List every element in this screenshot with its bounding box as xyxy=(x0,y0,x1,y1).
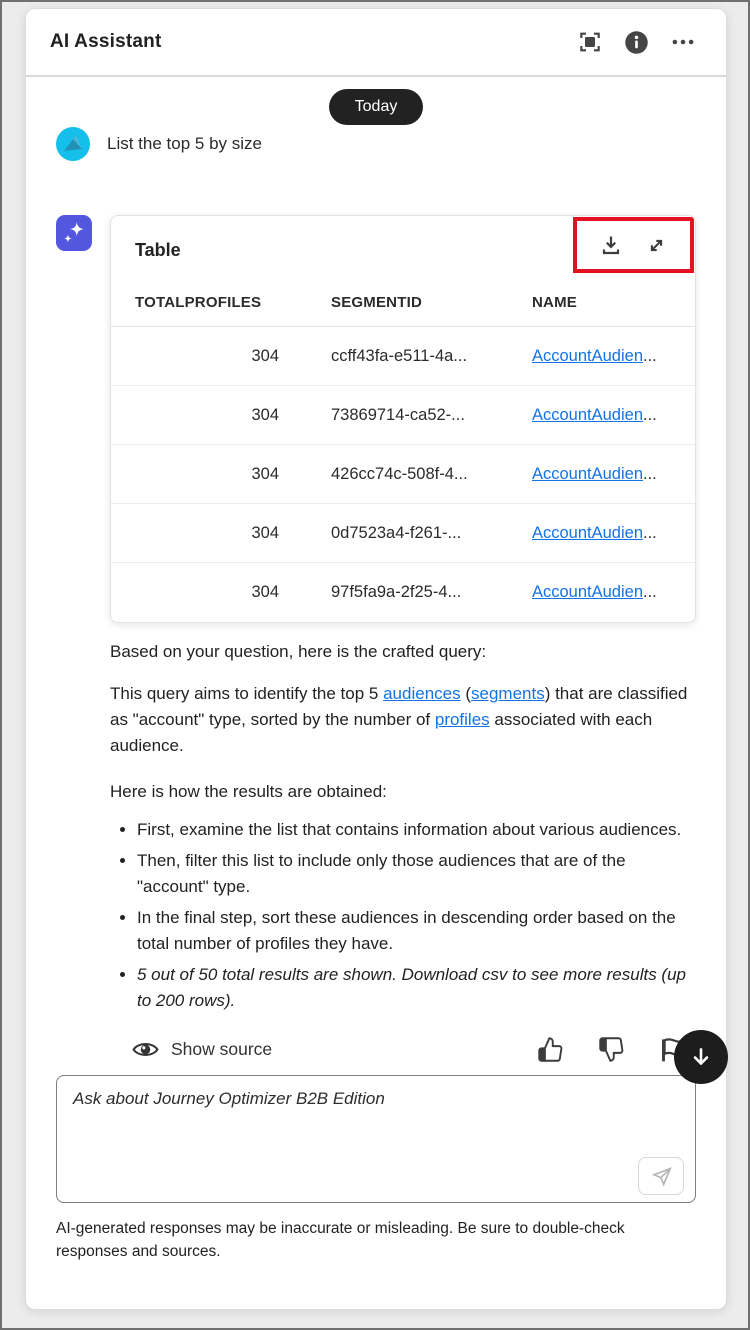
show-source-label: Show source xyxy=(171,1039,273,1059)
bullet-item-note: • 5 out of 50 total results are shown. Download csv to see more results (up to 200 rows). xyxy=(137,962,696,1014)
table-row xyxy=(111,445,695,504)
cell-name: AccountAudien... xyxy=(532,464,657,483)
info-icon[interactable] xyxy=(621,27,652,58)
eye-icon xyxy=(132,1036,159,1063)
thumbs-up-icon[interactable] xyxy=(535,1034,566,1065)
column-header-name: NAME xyxy=(532,294,577,311)
date-pill: Today xyxy=(329,89,424,125)
bullet-item: • Then, filter this list to include only those audiences that are of the "account" type. xyxy=(137,848,696,900)
query-explanation: This query aims to identify the top 5 audiences (segments) that are classified as "account" type, sorted by the number of profiles associated with each audience. xyxy=(110,684,688,755)
cell-totalprofiles: 304 xyxy=(251,405,279,424)
more-options-icon[interactable] xyxy=(668,27,698,57)
results-intro: Here is how the results are obtained: xyxy=(110,782,387,801)
cell-totalprofiles: 304 xyxy=(251,346,279,365)
feedback-icons xyxy=(535,1034,696,1065)
column-header-totalprofiles: TOTALPROFILES xyxy=(135,294,262,311)
table-card-title: Table xyxy=(135,240,181,260)
scroll-to-bottom-button[interactable] xyxy=(674,1030,728,1084)
expand-icon[interactable] xyxy=(645,234,668,257)
ai-disclaimer: AI-generated responses may be inaccurate or misleading. Be sure to double-check responses and sources. xyxy=(56,1220,625,1260)
table-row xyxy=(111,504,695,563)
cell-segmentid: 97f5fa9a-2f25-4... xyxy=(331,583,462,601)
assistant-message-row xyxy=(56,215,696,1065)
panel-header xyxy=(26,9,726,77)
thumbs-down-icon[interactable] xyxy=(596,1034,627,1065)
composer xyxy=(56,1075,696,1208)
table-row xyxy=(111,386,695,445)
response-intro: Based on your question, here is the crafted query: xyxy=(110,642,487,661)
user-message-row xyxy=(56,127,696,161)
chat-input[interactable] xyxy=(56,1075,696,1203)
cell-segmentid: 0d7523a4-f261-... xyxy=(331,523,462,542)
cell-segmentid: ccff43fa-e511-4a... xyxy=(331,346,468,365)
segments-link[interactable]: segments xyxy=(471,684,545,703)
results-steps-list xyxy=(110,817,696,1014)
bullet-item: • In the final step, sort these audiences in descending order based on the total number of profiles they have. xyxy=(137,905,696,957)
user-message-text: List the top 5 by size xyxy=(107,134,262,153)
audience-link[interactable]: AccountAudien xyxy=(532,583,643,601)
send-button[interactable] xyxy=(638,1157,684,1195)
cell-name: AccountAudien... xyxy=(532,583,657,601)
show-source-button[interactable] xyxy=(132,1036,272,1063)
cell-totalprofiles: 304 xyxy=(251,583,279,601)
user-avatar xyxy=(56,127,90,161)
fullscreen-icon[interactable] xyxy=(575,27,605,57)
table-header-row xyxy=(111,279,695,327)
audience-link[interactable]: AccountAudien xyxy=(532,523,643,542)
cell-name: AccountAudien... xyxy=(532,523,657,542)
download-icon[interactable] xyxy=(599,233,623,257)
column-header-segmentid: SEGMENTID xyxy=(331,294,422,311)
ai-assistant-panel xyxy=(25,8,727,1310)
table-row xyxy=(111,563,695,622)
page-title: AI Assistant xyxy=(50,31,162,52)
annotation-highlight-box xyxy=(573,217,694,273)
sparkles-icon xyxy=(59,218,89,248)
arrow-down-icon xyxy=(688,1044,714,1070)
cell-totalprofiles: 304 xyxy=(251,523,279,542)
header-icons xyxy=(575,27,698,58)
paper-plane-icon xyxy=(651,1166,672,1187)
cell-name: AccountAudien... xyxy=(532,346,657,365)
table-row xyxy=(111,327,695,386)
cell-segmentid: 426cc74c-508f-4... xyxy=(331,464,468,483)
cell-segmentid: 73869714-ca52-... xyxy=(331,405,465,424)
bullet-item: • First, examine the list that contains information about various audiences. xyxy=(137,817,696,843)
audiences-link[interactable]: audiences xyxy=(383,684,461,703)
audience-link[interactable]: AccountAudien xyxy=(532,464,643,483)
assistant-message-content xyxy=(110,215,696,1065)
table-card xyxy=(110,215,696,623)
audience-link[interactable]: AccountAudien xyxy=(532,405,643,424)
assistant-avatar xyxy=(56,215,92,251)
profiles-link[interactable]: profiles xyxy=(434,710,490,729)
chat-body xyxy=(26,77,726,1065)
audience-link[interactable]: AccountAudien xyxy=(532,346,643,365)
cell-totalprofiles: 304 xyxy=(251,464,279,483)
cell-name: AccountAudien... xyxy=(532,405,657,424)
response-footer-row xyxy=(110,1034,696,1065)
